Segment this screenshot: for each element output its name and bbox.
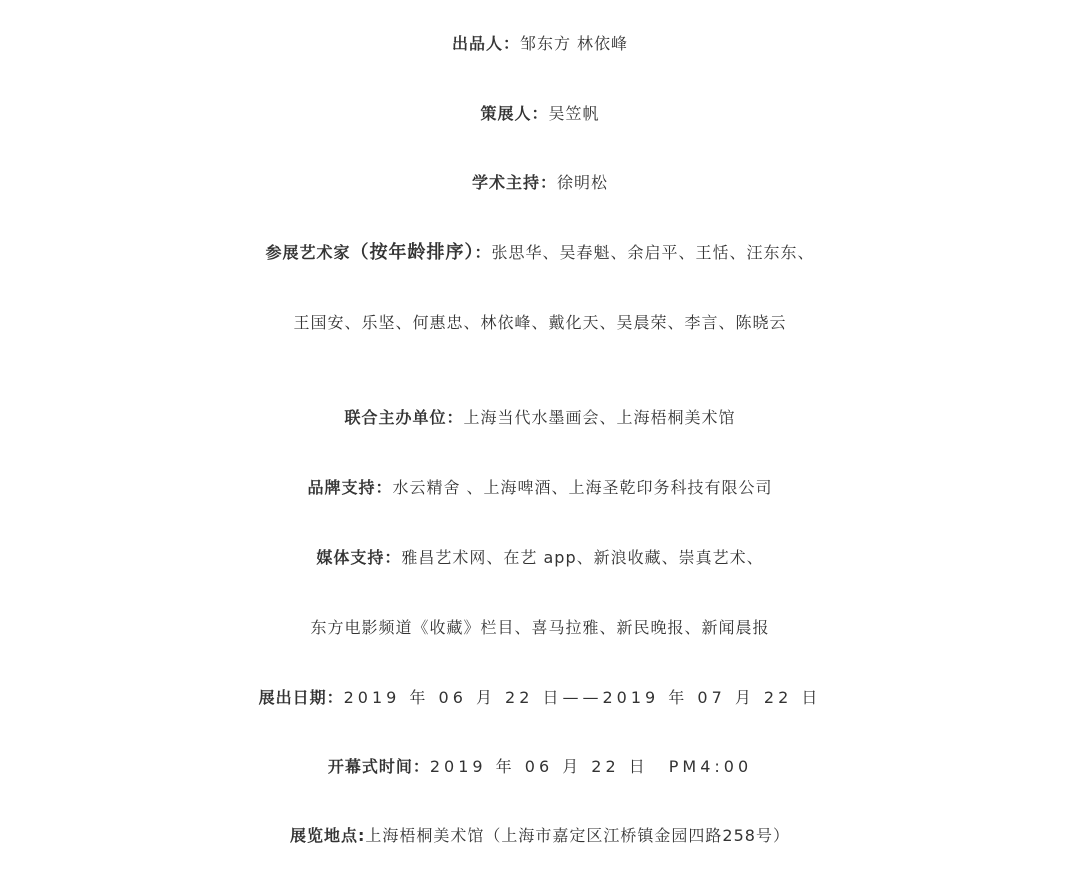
academic-host-line (0, 163, 1080, 203)
exhibition-dates-label: 展出日期： (258, 688, 344, 707)
media-support-value-1: 雅昌艺术网、在艺 app、新浪收藏、崇真艺术、 (401, 548, 764, 567)
curator-label: 策展人： (480, 104, 549, 123)
opening-time-value: 2019 年 06 月 22 日 PM4:00 (429, 757, 753, 776)
curator-value: 吴笠帆 (548, 104, 600, 123)
venue-label: 展览地点: (290, 826, 366, 845)
artists-line-2 (0, 303, 1080, 343)
co-organizers-label: 联合主办单位： (344, 408, 464, 427)
artists-colon: ： (474, 243, 492, 262)
co-organizers-value: 上海当代水墨画会、上海梧桐美术馆 (463, 408, 736, 427)
media-support-label: 媒体支持： (316, 548, 402, 567)
academic-host-value: 徐明松 (557, 173, 609, 192)
artists-names-1: 张思华、吴春魁、余启平、王恬、汪东东、 (491, 243, 815, 262)
co-organizers-line (0, 398, 1080, 438)
exhibition-dates-value: 2019 年 06 月 22 日——2019 年 07 月 22 日 (343, 688, 822, 707)
producer-line (0, 24, 1080, 64)
producer-label: 出品人： (451, 34, 520, 53)
academic-host-label: 学术主持： (471, 173, 557, 192)
artists-label: 参展艺术家 (265, 243, 351, 262)
opening-time-line (0, 747, 1080, 787)
producer-value: 邹东方 林依峰 (519, 34, 629, 53)
venue-line (0, 816, 1080, 856)
brand-support-value: 水云精舍 、上海啤酒、上海圣乾印务科技有限公司 (392, 478, 773, 497)
media-support-line-1 (0, 538, 1080, 578)
brand-support-line (0, 468, 1080, 508)
artists-order-note: （按年龄排序） (350, 242, 475, 263)
media-support-line-2 (0, 608, 1080, 648)
brand-support-label: 品牌支持： (307, 478, 393, 497)
artists-names-2: 王国安、乐坚、何惠忠、林依峰、戴化天、吴晨荣、李言、陈晓云 (293, 313, 787, 332)
artists-line-1 (0, 233, 1080, 273)
venue-value: 上海梧桐美术馆（上海市嘉定区江桥镇金园四路258号） (365, 826, 790, 845)
curator-line (0, 94, 1080, 134)
opening-time-label: 开幕式时间： (327, 757, 430, 776)
exhibition-dates-line (0, 678, 1080, 718)
media-support-value-2: 东方电影频道《收藏》栏目、喜马拉雅、新民晚报、新闻晨报 (310, 618, 770, 637)
